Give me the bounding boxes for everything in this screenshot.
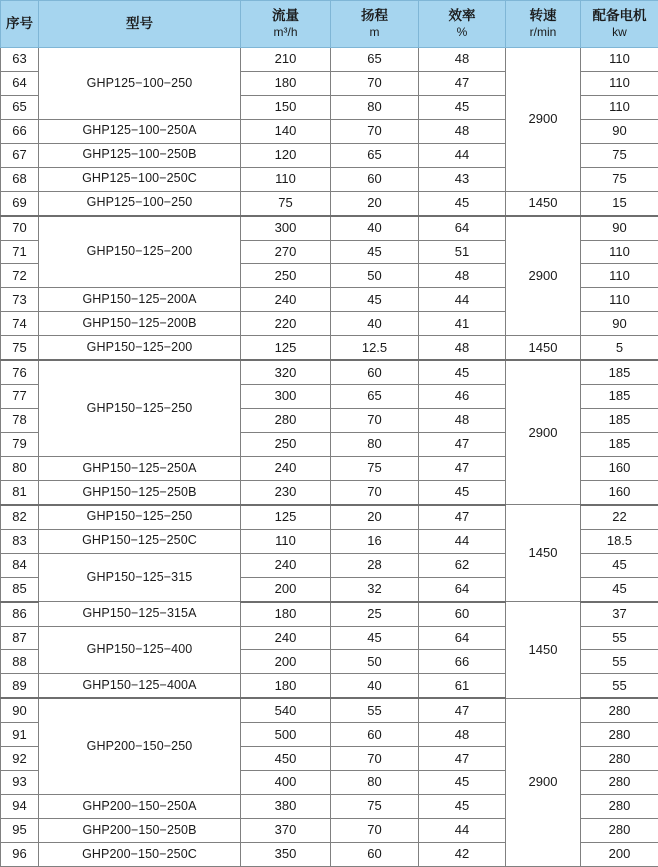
cell-motor: 185	[581, 360, 658, 384]
cell-model: GHP150−125−200A	[39, 288, 241, 312]
cell-head: 65	[331, 48, 419, 72]
cell-flow: 220	[241, 312, 331, 336]
cell-efficiency: 44	[419, 143, 506, 167]
cell-sequence: 70	[1, 216, 39, 240]
cell-sequence: 91	[1, 723, 39, 747]
cell-motor: 280	[581, 795, 658, 819]
cell-head: 65	[331, 385, 419, 409]
cell-sequence: 69	[1, 191, 39, 215]
cell-sequence: 87	[1, 626, 39, 650]
cell-model: GHP150−125−400	[39, 626, 241, 674]
cell-efficiency: 66	[419, 650, 506, 674]
cell-flow: 240	[241, 626, 331, 650]
cell-head: 60	[331, 842, 419, 866]
cell-model: GHP150−125−200	[39, 216, 241, 288]
cell-motor: 5	[581, 336, 658, 360]
table-row	[1, 360, 658, 384]
table-header	[1, 1, 658, 48]
unit-efficiency: %	[419, 25, 505, 40]
cell-flow: 210	[241, 48, 331, 72]
cell-speed: 1450	[506, 336, 581, 360]
cell-flow: 200	[241, 577, 331, 601]
cell-speed: 2900	[506, 216, 581, 336]
cell-model: GHP150−125−250C	[39, 529, 241, 553]
cell-efficiency: 42	[419, 842, 506, 866]
cell-sequence: 92	[1, 747, 39, 771]
cell-motor: 110	[581, 264, 658, 288]
cell-head: 40	[331, 312, 419, 336]
column-header-speed: 转速 r/min	[506, 1, 581, 48]
cell-head: 28	[331, 553, 419, 577]
cell-motor: 280	[581, 819, 658, 843]
cell-head: 60	[331, 167, 419, 191]
cell-sequence: 76	[1, 360, 39, 384]
cell-motor: 18.5	[581, 529, 658, 553]
cell-motor: 160	[581, 456, 658, 480]
cell-sequence: 65	[1, 95, 39, 119]
cell-model: GHP150−125−315A	[39, 602, 241, 626]
cell-sequence: 67	[1, 143, 39, 167]
cell-motor: 280	[581, 723, 658, 747]
cell-sequence: 79	[1, 433, 39, 457]
header-row	[1, 1, 658, 48]
cell-head: 55	[331, 698, 419, 722]
cell-motor: 280	[581, 698, 658, 722]
cell-sequence: 84	[1, 553, 39, 577]
cell-flow: 540	[241, 698, 331, 722]
cell-motor: 280	[581, 771, 658, 795]
table-row	[1, 48, 658, 72]
cell-head: 16	[331, 529, 419, 553]
cell-efficiency: 41	[419, 312, 506, 336]
cell-head: 45	[331, 240, 419, 264]
unit-flow: m³/h	[241, 25, 330, 40]
cell-flow: 150	[241, 95, 331, 119]
cell-flow: 300	[241, 385, 331, 409]
cell-efficiency: 47	[419, 71, 506, 95]
cell-flow: 180	[241, 674, 331, 698]
cell-flow: 250	[241, 433, 331, 457]
cell-motor: 280	[581, 747, 658, 771]
table-row	[1, 505, 658, 529]
cell-model: GHP200−150−250B	[39, 819, 241, 843]
cell-motor: 55	[581, 674, 658, 698]
cell-motor: 15	[581, 191, 658, 215]
cell-head: 60	[331, 360, 419, 384]
cell-sequence: 94	[1, 795, 39, 819]
cell-head: 32	[331, 577, 419, 601]
cell-efficiency: 48	[419, 48, 506, 72]
cell-efficiency: 45	[419, 95, 506, 119]
cell-model: GHP200−150−250	[39, 698, 241, 794]
cell-model: GHP125−100−250A	[39, 119, 241, 143]
cell-efficiency: 45	[419, 360, 506, 384]
cell-head: 65	[331, 143, 419, 167]
cell-head: 70	[331, 119, 419, 143]
cell-flow: 75	[241, 191, 331, 215]
cell-sequence: 86	[1, 602, 39, 626]
cell-speed: 1450	[506, 602, 581, 699]
cell-efficiency: 44	[419, 819, 506, 843]
cell-efficiency: 64	[419, 577, 506, 601]
cell-flow: 270	[241, 240, 331, 264]
cell-head: 20	[331, 505, 419, 529]
cell-motor: 185	[581, 385, 658, 409]
cell-model: GHP150−125−250	[39, 360, 241, 456]
cell-efficiency: 62	[419, 553, 506, 577]
cell-efficiency: 45	[419, 771, 506, 795]
cell-flow: 300	[241, 216, 331, 240]
table-row	[1, 216, 658, 240]
cell-speed: 1450	[506, 191, 581, 215]
cell-flow: 120	[241, 143, 331, 167]
cell-sequence: 73	[1, 288, 39, 312]
cell-sequence: 75	[1, 336, 39, 360]
cell-sequence: 96	[1, 842, 39, 866]
cell-efficiency: 47	[419, 505, 506, 529]
cell-flow: 240	[241, 456, 331, 480]
cell-head: 50	[331, 650, 419, 674]
cell-head: 70	[331, 71, 419, 95]
cell-flow: 200	[241, 650, 331, 674]
cell-sequence: 81	[1, 480, 39, 504]
cell-head: 40	[331, 674, 419, 698]
cell-head: 75	[331, 795, 419, 819]
cell-efficiency: 48	[419, 409, 506, 433]
cell-flow: 180	[241, 71, 331, 95]
cell-efficiency: 47	[419, 433, 506, 457]
cell-model: GHP150−125−200B	[39, 312, 241, 336]
cell-sequence: 72	[1, 264, 39, 288]
cell-head: 70	[331, 819, 419, 843]
cell-efficiency: 60	[419, 602, 506, 626]
cell-motor: 45	[581, 553, 658, 577]
cell-head: 80	[331, 771, 419, 795]
cell-model: GHP125−100−250	[39, 191, 241, 215]
cell-sequence: 74	[1, 312, 39, 336]
cell-model: GHP125−100−250C	[39, 167, 241, 191]
cell-sequence: 78	[1, 409, 39, 433]
cell-motor: 55	[581, 650, 658, 674]
cell-head: 80	[331, 95, 419, 119]
cell-flow: 110	[241, 167, 331, 191]
cell-flow: 350	[241, 842, 331, 866]
cell-model: GHP150−125−315	[39, 553, 241, 601]
cell-flow: 280	[241, 409, 331, 433]
cell-flow: 180	[241, 602, 331, 626]
cell-sequence: 95	[1, 819, 39, 843]
cell-sequence: 68	[1, 167, 39, 191]
cell-motor: 75	[581, 143, 658, 167]
cell-efficiency: 45	[419, 191, 506, 215]
cell-sequence: 66	[1, 119, 39, 143]
column-header-efficiency: 效率 %	[419, 1, 506, 48]
cell-motor: 45	[581, 577, 658, 601]
cell-model: GHP150−125−400A	[39, 674, 241, 698]
cell-flow: 125	[241, 336, 331, 360]
cell-motor: 110	[581, 71, 658, 95]
cell-flow: 125	[241, 505, 331, 529]
cell-head: 70	[331, 409, 419, 433]
column-header-head: 扬程 m	[331, 1, 419, 48]
table-row	[1, 336, 658, 360]
cell-efficiency: 47	[419, 747, 506, 771]
cell-model: GHP125−100−250	[39, 48, 241, 120]
cell-head: 75	[331, 456, 419, 480]
cell-motor: 37	[581, 602, 658, 626]
cell-flow: 370	[241, 819, 331, 843]
cell-motor: 90	[581, 312, 658, 336]
cell-sequence: 89	[1, 674, 39, 698]
cell-efficiency: 51	[419, 240, 506, 264]
cell-head: 80	[331, 433, 419, 457]
table-row	[1, 602, 658, 626]
cell-flow: 230	[241, 480, 331, 504]
cell-efficiency: 61	[419, 674, 506, 698]
cell-efficiency: 48	[419, 336, 506, 360]
cell-model: GHP150−125−250A	[39, 456, 241, 480]
cell-motor: 75	[581, 167, 658, 191]
cell-sequence: 80	[1, 456, 39, 480]
cell-efficiency: 47	[419, 456, 506, 480]
cell-head: 60	[331, 723, 419, 747]
column-header-seq: 序号	[1, 1, 39, 48]
unit-head: m	[331, 25, 418, 40]
cell-speed: 1450	[506, 505, 581, 602]
cell-flow: 450	[241, 747, 331, 771]
cell-motor: 200	[581, 842, 658, 866]
cell-head: 25	[331, 602, 419, 626]
unit-motor: kw	[581, 25, 658, 40]
cell-motor: 110	[581, 240, 658, 264]
cell-sequence: 88	[1, 650, 39, 674]
cell-sequence: 93	[1, 771, 39, 795]
cell-efficiency: 44	[419, 529, 506, 553]
column-header-model: 型号	[39, 1, 241, 48]
cell-speed: 2900	[506, 360, 581, 505]
cell-speed: 2900	[506, 698, 581, 866]
table-row	[1, 191, 658, 215]
cell-head: 70	[331, 480, 419, 504]
cell-efficiency: 48	[419, 264, 506, 288]
cell-efficiency: 48	[419, 119, 506, 143]
cell-model: GHP200−150−250A	[39, 795, 241, 819]
cell-sequence: 63	[1, 48, 39, 72]
cell-motor: 185	[581, 409, 658, 433]
cell-flow: 400	[241, 771, 331, 795]
cell-flow: 110	[241, 529, 331, 553]
cell-sequence: 82	[1, 505, 39, 529]
cell-efficiency: 43	[419, 167, 506, 191]
cell-motor: 160	[581, 480, 658, 504]
cell-motor: 110	[581, 288, 658, 312]
cell-sequence: 64	[1, 71, 39, 95]
cell-flow: 240	[241, 553, 331, 577]
cell-sequence: 77	[1, 385, 39, 409]
unit-speed: r/min	[506, 25, 580, 40]
cell-sequence: 85	[1, 577, 39, 601]
cell-flow: 140	[241, 119, 331, 143]
cell-model: GHP200−150−250C	[39, 842, 241, 866]
cell-motor: 22	[581, 505, 658, 529]
cell-sequence: 83	[1, 529, 39, 553]
cell-head: 50	[331, 264, 419, 288]
cell-motor: 90	[581, 119, 658, 143]
cell-head: 45	[331, 626, 419, 650]
cell-efficiency: 64	[419, 216, 506, 240]
cell-efficiency: 45	[419, 480, 506, 504]
cell-efficiency: 44	[419, 288, 506, 312]
cell-speed: 2900	[506, 48, 581, 192]
cell-model: GHP150−125−250	[39, 505, 241, 529]
column-header-motor: 配备电机 kw	[581, 1, 658, 48]
cell-motor: 90	[581, 216, 658, 240]
cell-model: GHP150−125−250B	[39, 480, 241, 504]
cell-flow: 320	[241, 360, 331, 384]
cell-sequence: 90	[1, 698, 39, 722]
cell-flow: 240	[241, 288, 331, 312]
cell-efficiency: 47	[419, 698, 506, 722]
cell-head: 20	[331, 191, 419, 215]
cell-head: 40	[331, 216, 419, 240]
cell-flow: 250	[241, 264, 331, 288]
cell-model: GHP150−125−200	[39, 336, 241, 360]
cell-motor: 185	[581, 433, 658, 457]
cell-motor: 55	[581, 626, 658, 650]
cell-efficiency: 48	[419, 723, 506, 747]
cell-efficiency: 46	[419, 385, 506, 409]
cell-head: 12.5	[331, 336, 419, 360]
cell-motor: 110	[581, 95, 658, 119]
table-row	[1, 698, 658, 722]
cell-flow: 380	[241, 795, 331, 819]
cell-head: 70	[331, 747, 419, 771]
table-body	[1, 48, 658, 867]
cell-motor: 110	[581, 48, 658, 72]
cell-efficiency: 45	[419, 795, 506, 819]
cell-sequence: 71	[1, 240, 39, 264]
cell-efficiency: 64	[419, 626, 506, 650]
column-header-flow: 流量 m³/h	[241, 1, 331, 48]
cell-head: 45	[331, 288, 419, 312]
cell-flow: 500	[241, 723, 331, 747]
cell-model: GHP125−100−250B	[39, 143, 241, 167]
